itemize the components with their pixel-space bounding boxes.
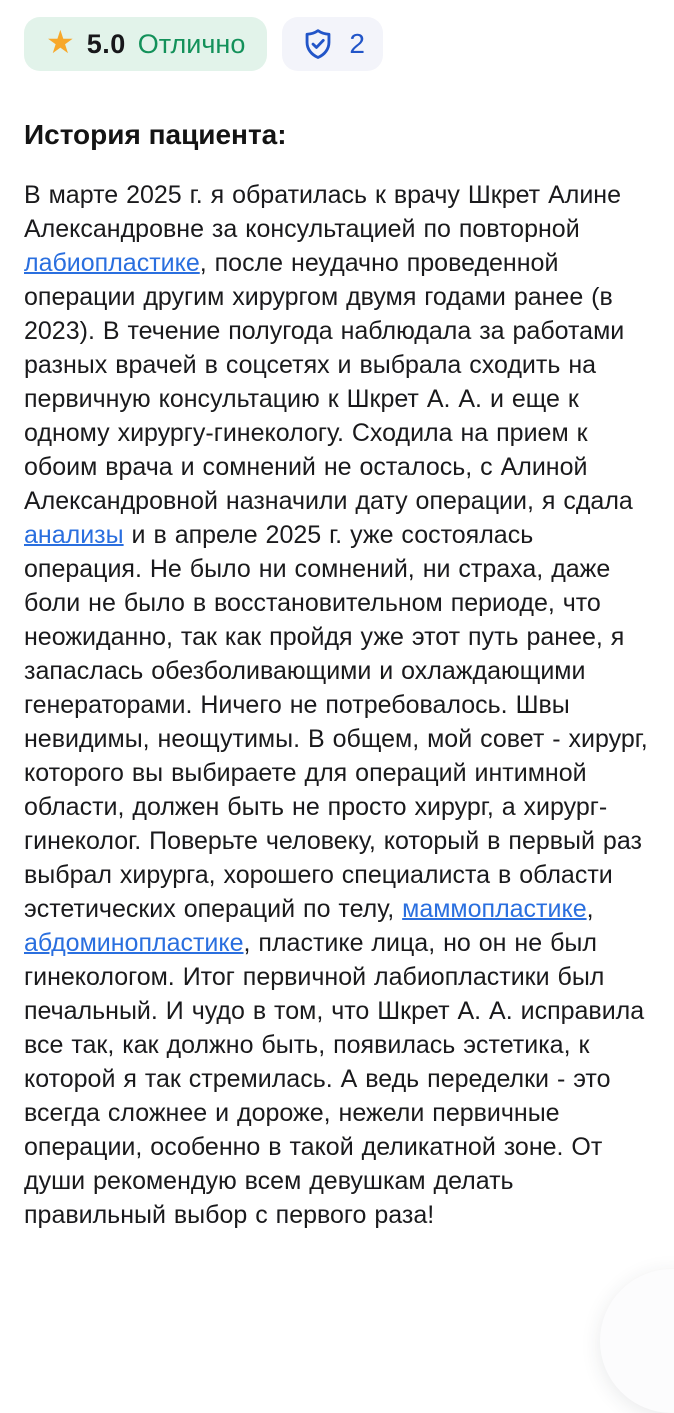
story-text-segment: В марте 2025 г. я обратилась к врачу Шкрет Алине Александровне за консультацией по повторной: [24, 181, 622, 243]
rating-label: Отлично: [137, 28, 246, 59]
shield-check-icon: [300, 26, 336, 62]
story-text-segment: , после неудачно проведенной операции другим хирургом двумя годами ранее (в 2023). В течение полугода наблюдала за работами разных врачей в соцсетях и выбрала сходить на первичную консультацию к Шкрет А. А. и еще к одному хирургу-гинекологу. Сходила на прием к обоим врача и сомнений не осталось, с Алиной Александровной назначили дату операции, я сдала: [24, 249, 633, 515]
story-title: История пациента:: [24, 119, 287, 150]
story-text: [24, 178, 650, 1232]
verification-badge[interactable]: [282, 17, 383, 71]
inline-link[interactable]: абдоминопластике: [24, 929, 244, 957]
rating-badge: [24, 17, 267, 71]
story-text-segment: и в апреле 2025 г. уже состоялась операция. Не было ни сомнений, ни страха, даже боли не было в восстановительном периоде, что неожиданно, так как пройдя уже этот путь ранее, я запаслась обезболивающими и охлаждающими генераторами. Ничего не потребовалось. Швы невидимы, неощутимы. В общем, мой совет - хирург, которого вы выбираете для операций интимной области, должен быть не просто хирург, а хирург-гинеколог. Поверьте человеку, который в первый раз выбрал хирурга, хорошего специалиста в области эстетических операций по телу,: [24, 521, 648, 923]
inline-link[interactable]: лабиопластике: [24, 249, 200, 277]
inline-link[interactable]: маммопластике: [402, 895, 587, 923]
story-text-segment: ,: [586, 895, 594, 923]
inline-link[interactable]: анализы: [24, 521, 124, 549]
verification-count: 2: [349, 28, 365, 59]
rating-value: 5.0: [86, 28, 126, 59]
review-page: [0, 17, 674, 1232]
badges-row: [24, 17, 650, 71]
floating-action-button[interactable]: [600, 1269, 674, 1413]
star-icon: ★: [46, 24, 75, 60]
story-text-segment: , пластике лица, но он не был гинекологом. Итог первичной лабиопластики был печальный. И чудо в том, что Шкрет А. А. исправила все так, как должно быть, появилась эстетика, к которой я так стремилась. А ведь переделки - это всегда сложнее и дороже, нежели первичные операции, особенно в такой деликатной зоне. От души рекомендую всем девушкам делать правильный выбор с первого раза!: [24, 929, 645, 1229]
